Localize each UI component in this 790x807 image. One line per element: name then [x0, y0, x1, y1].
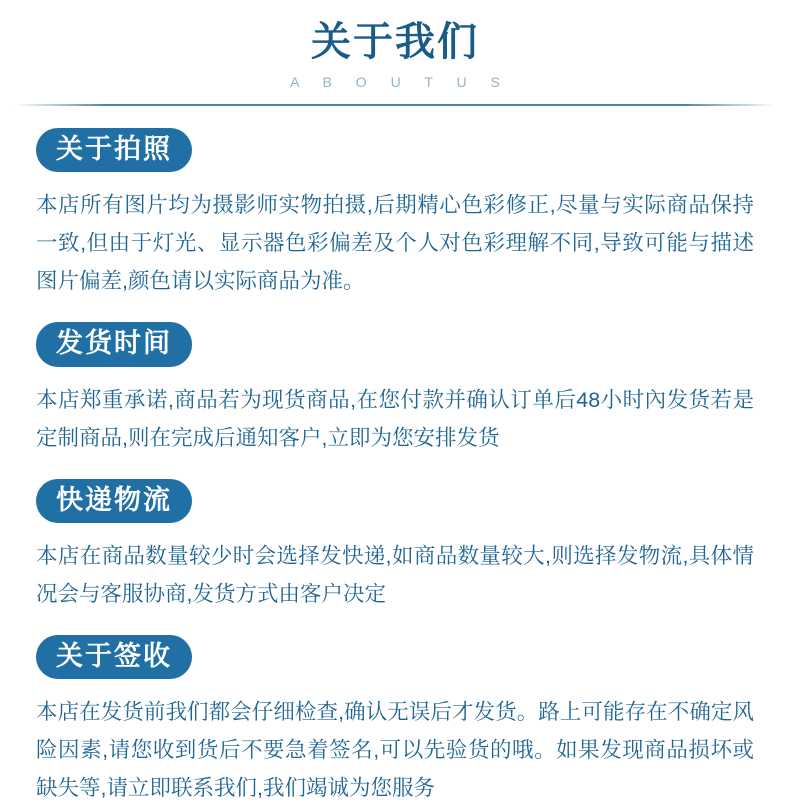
- section-body-logistics: 本店在商品数量较少时会选择发快递,如商品数量较大,则选择发物流,具体情况会与客服协商,发货方式由客户决定: [36, 544, 754, 607]
- section-tag-logistics: 快递物流: [36, 479, 192, 523]
- section-body-about-receiving: 本店在发货前我们都会仔细检查,确认无误后才发货。路上可能存在不确定风险因素,请您收到货后不要急着签名,可以先验货的哦。如果发现商品损坏或缺失等,请立即联系我们,我们竭诚为您服务: [36, 700, 754, 801]
- page-title: 关于我们: [311, 20, 479, 64]
- page-subtitle: A B O U T U S: [290, 74, 510, 90]
- section-body-shipping-time: 本店郑重承诺,商品若为现货商品,在您付款并确认订单后48小时內发货若是定制商品,则在完成后通知客户,立即为您安排发货: [36, 387, 754, 450]
- section-about-photos: [36, 128, 754, 300]
- section-about-receiving: [36, 635, 754, 807]
- section-tag-about-photos: 关于拍照: [36, 128, 192, 172]
- section-shipping-time: [36, 322, 754, 456]
- content-area: [0, 106, 790, 807]
- section-tag-about-receiving: 关于签收: [36, 635, 192, 679]
- section-tag-shipping-time: 发货时间: [36, 322, 192, 366]
- header-divider: [15, 104, 775, 106]
- section-body-about-photos: 本店所有图片均为摄影师实物拍摄,后期精心色彩修正,尽量与实际商品保持一致,但由于灯光、显示器色彩偏差及个人对色彩理解不同,导致可能与描述图片偏差,颜色请以实际商品为准。: [36, 193, 754, 294]
- section-logistics: [36, 479, 754, 613]
- page-header: [0, 0, 790, 106]
